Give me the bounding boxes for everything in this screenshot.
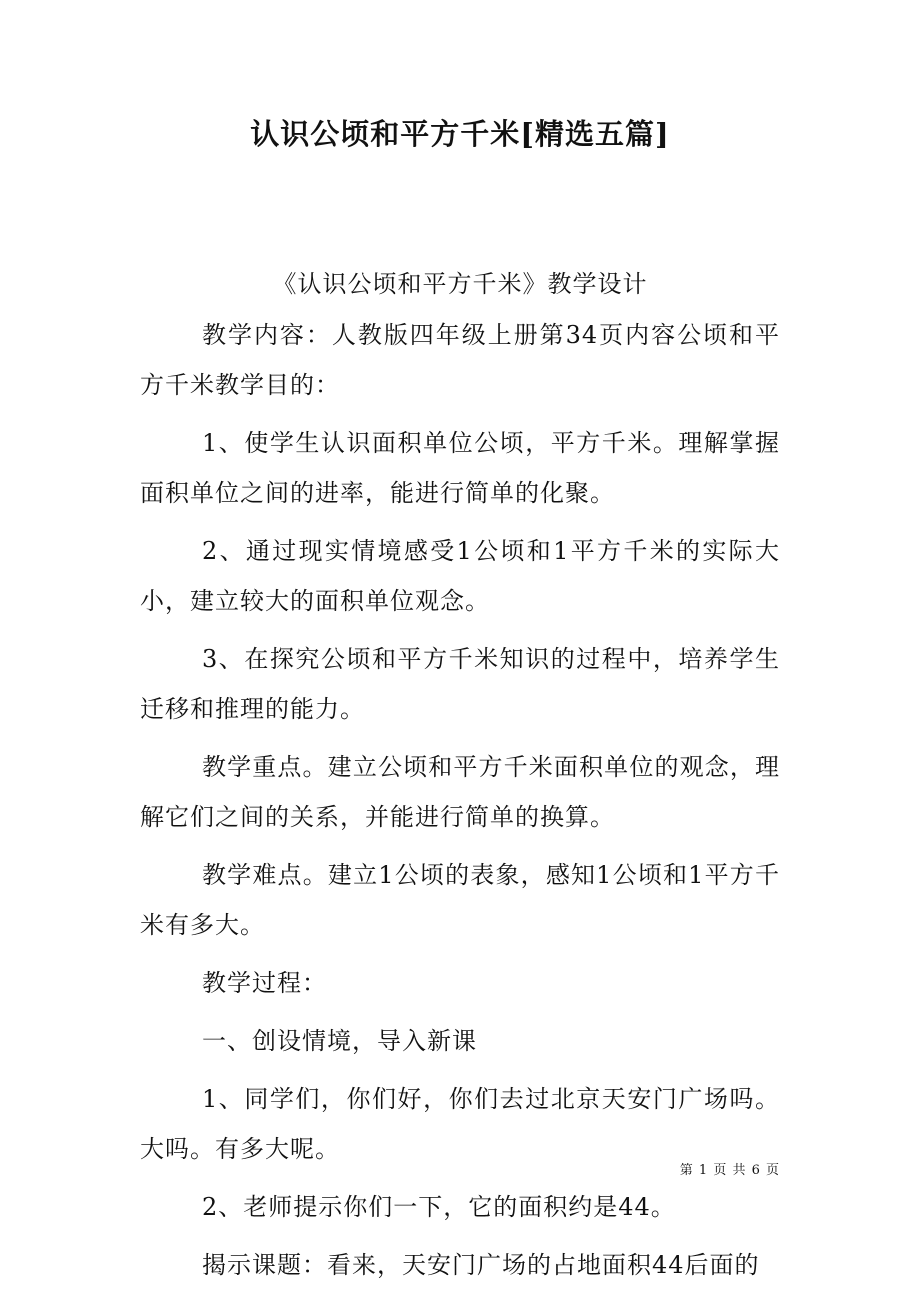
paragraph-objective-3: 3、在探究公顷和平方千米知识的过程中，培养学生迁移和推理的能力。: [140, 645, 780, 723]
paragraph-process-heading: 教学过程：: [202, 969, 327, 997]
paragraph-section-one: 一、创设情境，导入新课: [202, 1027, 477, 1055]
paragraph-objective-1: 1、使学生认识面积单位公顷，平方千米。理解掌握面积单位之间的进率，能进行简单的化聚。: [140, 429, 780, 507]
section-subtitle: 《认识公顷和平方千米》教学设计: [272, 270, 648, 298]
paragraph-reveal-topic: 揭示课题：看来，天安门广场的占地面积44后面的: [202, 1251, 760, 1279]
paragraph-difficulty: 教学难点。建立1公顷的表象，感知1公顷和1平方千米有多大。: [140, 861, 780, 939]
page-title: 认识公顷和平方千米[精选五篇]: [250, 117, 670, 151]
paragraph-key-point: 教学重点。建立公顷和平方千米面积单位的观念，理解它们之间的关系，并能进行简单的换算。: [140, 753, 780, 831]
paragraph-objective-2: 2、通过现实情境感受1公顷和1平方千米的实际大小，建立较大的面积单位观念。: [140, 537, 780, 615]
document-body: [140, 258, 780, 1298]
paragraph-step-1: 1、同学们，你们好，你们去过北京天安门广场吗。大吗。有多大呢。: [140, 1085, 780, 1163]
paragraph-step-2: 2、老师提示你们一下，它的面积约是44。: [202, 1193, 676, 1221]
paragraph-content: 教学内容：人教版四年级上册第34页内容公顷和平方千米教学目的：: [140, 321, 780, 399]
page-number-footer: 第 1 页 共 6 页: [679, 1163, 780, 1178]
